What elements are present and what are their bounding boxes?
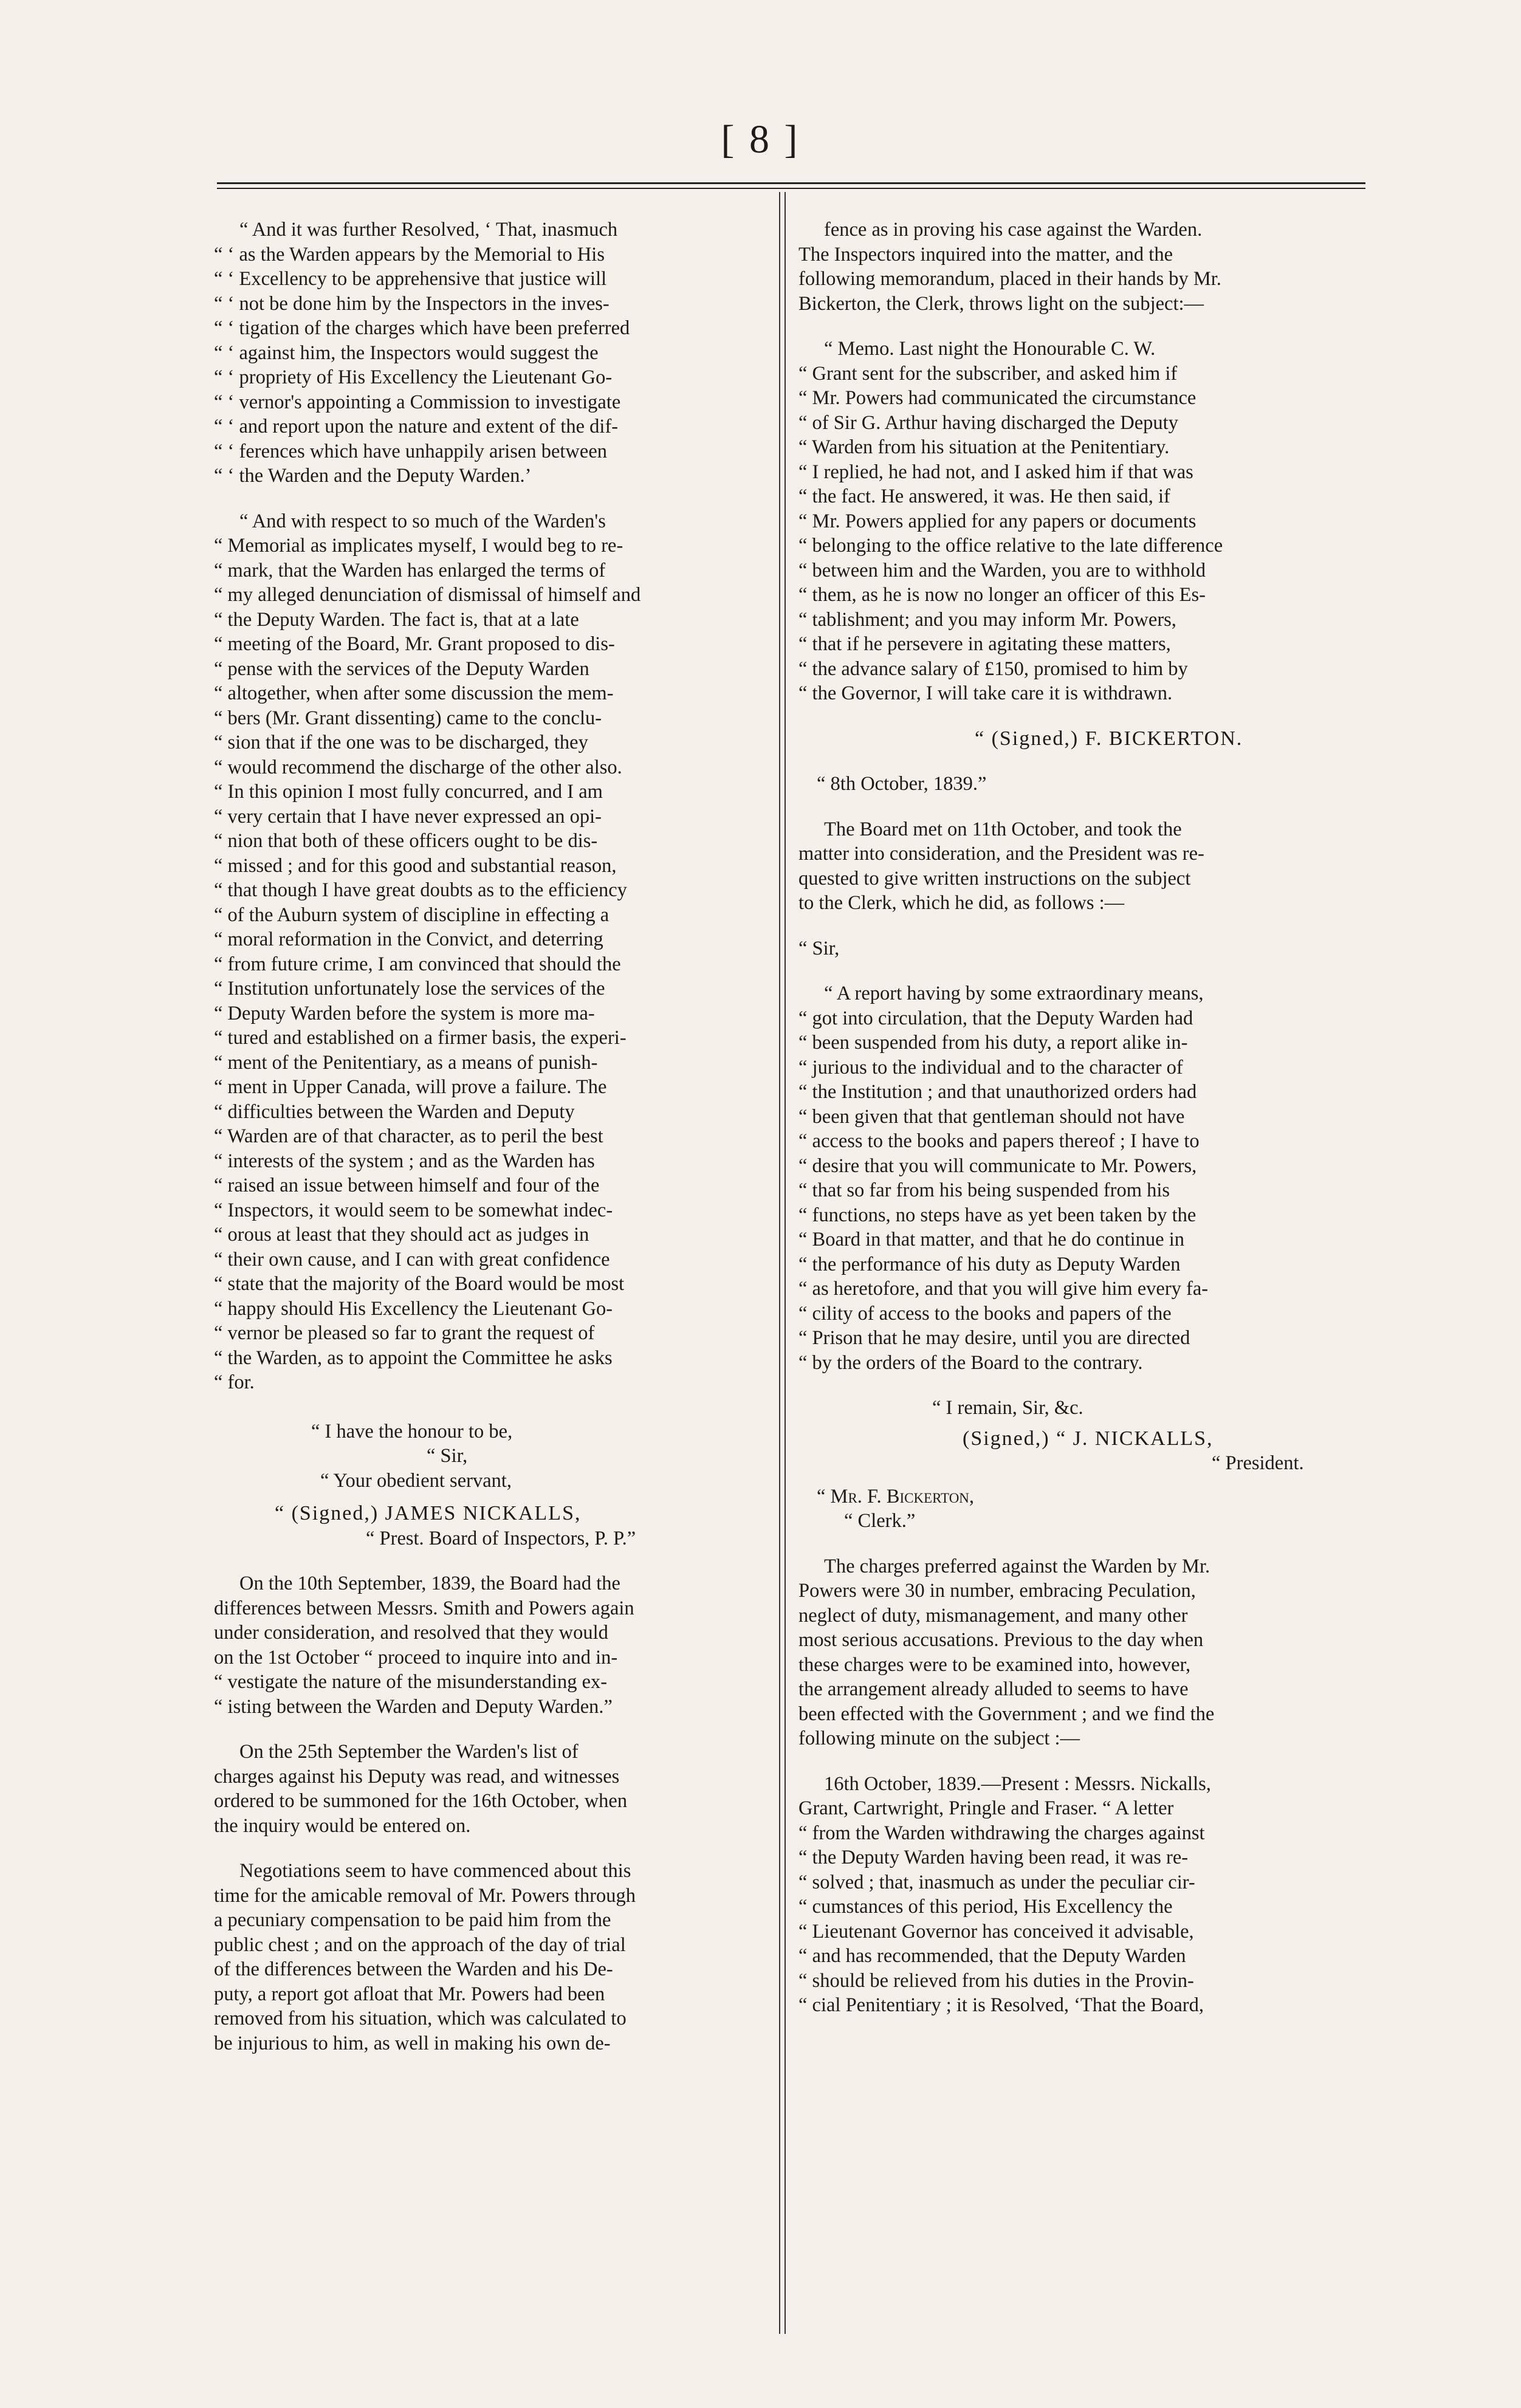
text-line: been effected with the Government ; and we find the (798, 1703, 1215, 1725)
text-line: “ Lieutenant Governor has conceived it advisable, (798, 1920, 1194, 1943)
text-line: “ Memo. Last night the Honourable C. W. (824, 338, 1156, 360)
column-divider (779, 192, 780, 2334)
text-line: “ of the Auburn system of discipline in effecting a (214, 904, 609, 926)
text-line: “ ‘ vernor's appointing a Commission to investigate (214, 391, 621, 413)
text-line: “ ment in Upper Canada, will prove a failure. The (214, 1076, 607, 1098)
text-line: “ ‘ ferences which have unhappily arisen between (214, 440, 608, 462)
text-line: “ the fact. He answered, it was. He then said, if (798, 485, 1170, 507)
text-line: quested to give written instructions on the subject (798, 867, 1191, 890)
text-line: “ Warden from his situation at the Penitentiary. (798, 436, 1170, 458)
text-line: “ the Governor, I will take care it is withdrawn. (798, 682, 1173, 704)
text-line: “ Prison that he may desire, until you are directed (798, 1327, 1190, 1349)
text-line: “ Inspectors, it would seem to be somewhat indec- (214, 1199, 613, 1221)
text-line: “ isting between the Warden and Deputy Warden.” (214, 1695, 613, 1718)
memo-date: “ 8th October, 1839.” (817, 773, 987, 795)
paragraph (798, 1772, 1348, 2018)
text-line: following memorandum, placed in their hands by Mr. (798, 268, 1221, 290)
text-line: most serious accusations. Previous to the day when (798, 1629, 1204, 1651)
text-line: “ I replied, he had not, and I asked him if that was (798, 461, 1193, 483)
text-line: “ cility of access to the books and papers of the (798, 1302, 1172, 1325)
text-line: Bickerton, the Clerk, throws light on the subject:— (798, 292, 1204, 315)
text-line: “ And it was further Resolved, ‘ That, inasmuch (239, 219, 618, 241)
text-line: “ ‘ and report upon the nature and extent of the dif- (214, 416, 619, 437)
text-line: fence as in proving his case against the Warden. (824, 219, 1203, 241)
text-line: “ for. (214, 1371, 255, 1393)
text-line: The Inspectors inquired into the matter, and the (798, 243, 1173, 266)
text-line: to the Clerk, which he did, as follows :— (798, 892, 1125, 914)
closing-line: “ Sir, (427, 1445, 468, 1467)
text-line: “ And with respect to so much of the Warden's (239, 510, 606, 532)
text-line: “ ‘ propriety of His Excellency the Lieutenant Go- (214, 366, 613, 388)
text-line: “ the Warden, as to appoint the Committee he asks (214, 1346, 613, 1369)
text-line: “ interests of the system ; and as the Warden has (214, 1150, 595, 1172)
signature-line: “ (Signed,) JAMES NICKALLS, (275, 1502, 582, 1525)
closing-line: “ I have the honour to be, (311, 1420, 513, 1442)
signature-title: “ President. (1212, 1452, 1304, 1474)
text-line: “ of Sir G. Arthur having discharged the Deputy (798, 411, 1178, 434)
text-line: “ ‘ tigation of the charges which have been preferred (214, 317, 630, 339)
text-line: “ Mr. Powers applied for any papers or documents (798, 510, 1197, 532)
text-line: “ ‘ against him, the Inspectors would suggest the (214, 341, 599, 364)
left-column (214, 218, 764, 2076)
text-line: “ Grant sent for the subscriber, and asked him if (798, 362, 1178, 385)
text-line: “ tablishment; and you may inform Mr. Powers, (798, 608, 1176, 631)
text-line: “ them, as he is now no longer an officer of this Es- (798, 584, 1206, 606)
text-line: “ orous at least that they should act as judges in (214, 1224, 589, 1246)
text-line: “ Board in that matter, and that he do continue in (798, 1229, 1184, 1250)
text-line: on the 1st October “ proceed to inquire into and in- (214, 1646, 618, 1669)
text-line: “ between him and the Warden, you are to withhold (798, 559, 1206, 581)
text-line: a pecuniary compensation to be paid him from the (214, 1909, 611, 1931)
text-line: “ pense with the services of the Deputy Warden (214, 657, 589, 680)
memo-signature: “ (Signed,) F. BICKERTON. (975, 727, 1243, 750)
text-line: 16th October, 1839.—Present : Messrs. Nickalls, (824, 1772, 1211, 1795)
closing-line: “ Your obedient servant, (320, 1469, 512, 1492)
header-rule (217, 182, 1365, 184)
text-line: “ nion that both of these officers ought to be dis- (214, 830, 598, 852)
text-line: On the 10th September, 1839, the Board had the (239, 1573, 620, 1594)
letter-body (798, 981, 1348, 1375)
text-line: “ solved ; that, inasmuch as under the peculiar cir- (798, 1871, 1195, 1893)
text-line: these charges were to be examined into, however, (798, 1653, 1191, 1676)
text-line: “ as heretofore, and that you will give him every fa- (798, 1278, 1209, 1300)
text-line: following minute on the subject :— (798, 1727, 1080, 1749)
text-line: “ ment of the Penitentiary, as a means of punish- (214, 1051, 598, 1074)
salutation: “ Sir, (798, 937, 840, 959)
text-line: Powers were 30 in number, embracing Peculation, (798, 1580, 1196, 1602)
text-line: neglect of duty, mismanagement, and many other (798, 1604, 1188, 1627)
text-line: “ ‘ Excellency to be apprehensive that justice will (214, 268, 607, 290)
text-line: “ the advance salary of £150, promised to him by (798, 657, 1188, 680)
text-line: “ mark, that the Warden has enlarged the terms of (214, 559, 606, 581)
text-line: “ would recommend the discharge of the other also. (214, 756, 622, 778)
text-line: “ that so far from his being suspended from his (798, 1179, 1170, 1201)
letter-closing (798, 1396, 1348, 1534)
text-line: “ difficulties between the Warden and Deputy (214, 1100, 575, 1123)
text-line: “ ‘ not be done him by the Inspectors in the inves- (214, 292, 609, 315)
text-line: “ sion that if the one was to be discharged, they (214, 732, 588, 753)
text-line: charges against his Deputy was read, and witnesses (214, 1765, 620, 1788)
text-line: “ jurious to the individual and to the character of (798, 1056, 1183, 1079)
text-line: “ Institution unfortunately lose the services of the (214, 978, 605, 1000)
paragraph (214, 509, 764, 1395)
text-line: “ altogether, when after some discussion the mem- (214, 682, 614, 704)
text-line: “ and has recommended, that the Deputy Warden (798, 1945, 1186, 1967)
paragraph (798, 218, 1348, 316)
memorandum (798, 337, 1348, 706)
text-line: ordered to be summoned for the 16th October, when (214, 1790, 628, 1812)
text-line: public chest ; and on the approach of the day of trial (214, 1933, 626, 1956)
text-line: “ the Deputy Warden having been read, it was re- (798, 1847, 1189, 1868)
text-line: “ got into circulation, that the Deputy Warden had (798, 1007, 1193, 1029)
paragraph (214, 1571, 764, 1719)
text-line: “ from future crime, I am convinced that should the (214, 953, 621, 975)
text-line: Grant, Cartwright, Pringle and Fraser. “ A letter (798, 1797, 1174, 1819)
text-line: matter into consideration, and the President was re- (798, 843, 1204, 865)
text-line: “ the performance of his duty as Deputy Warden (798, 1253, 1181, 1275)
paragraph (214, 1740, 764, 1838)
text-line: “ should be relieved from his duties in the Provin- (798, 1969, 1194, 1992)
text-line: “ moral reformation in the Convict, and deterring (214, 928, 603, 950)
address-line: “ Mr. F. Bickerton, (817, 1485, 975, 1508)
text-line: “ happy should His Excellency the Lieutenant Go- (214, 1297, 613, 1320)
text-line: “ state that the majority of the Board would be most (214, 1273, 625, 1295)
signature-title: “ Prest. Board of Inspectors, P. P.” (366, 1527, 636, 1549)
header-rule-thin (217, 188, 1365, 189)
text-line: the arrangement already alluded to seems to have (798, 1678, 1189, 1700)
text-line: “ meeting of the Board, Mr. Grant proposed to dis- (214, 633, 615, 655)
text-line: “ my alleged denunciation of dismissal of himself and (214, 584, 641, 606)
text-line: “ vestigate the nature of the misunderstanding ex- (214, 1671, 608, 1693)
column-divider (785, 192, 786, 2334)
text-line: “ that though I have great doubts as to the efficiency (214, 879, 627, 901)
text-line: Negotiations seem to have commenced about this (239, 1860, 631, 1882)
text-line: “ ‘ the Warden and the Deputy Warden.’ (214, 465, 532, 487)
closing-line: “ I remain, Sir, &c. (932, 1397, 1083, 1419)
text-line: “ been given that that gentleman should not have (798, 1105, 1185, 1128)
text-line: “ from the Warden withdrawing the charges against (798, 1822, 1205, 1844)
text-line: of the differences between the Warden and his De- (214, 1958, 613, 1980)
text-line: “ been suspended from his duty, a report alike in- (798, 1032, 1188, 1054)
text-line: under consideration, and resolved that they would (214, 1622, 608, 1644)
letter-closing (214, 1419, 764, 1551)
text-line: time for the amicable removal of Mr. Powers through (214, 1884, 636, 1907)
text-line: puty, a report got afloat that Mr. Powers had been (214, 1983, 605, 2005)
text-line: The Board met on 11th October, and took the (824, 818, 1182, 840)
text-line: the inquiry would be entered on. (214, 1814, 471, 1837)
text-line: “ A report having by some extraordinary means, (824, 983, 1204, 1004)
paragraph (214, 218, 764, 489)
text-line: “ belonging to the office relative to the late difference (798, 535, 1223, 557)
text-line: “ vernor be pleased so far to grant the request of (214, 1322, 595, 1344)
text-line: “ tured and established on a firmer basis, the experi- (214, 1027, 627, 1049)
text-line: be injurious to him, as well in making his own de- (214, 2032, 611, 2054)
paragraph (798, 817, 1348, 916)
text-line: “ Deputy Warden before the system is more ma- (214, 1002, 595, 1024)
text-line: “ the Deputy Warden. The fact is, that at a late (214, 608, 579, 631)
signature-line: (Signed,) “ J. NICKALLS, (963, 1427, 1214, 1450)
address-line: “ Clerk.” (844, 1510, 916, 1532)
text-line: “ that if he persevere in agitating these matters, (798, 633, 1171, 655)
text-line: differences between Messrs. Smith and Powers again (214, 1597, 634, 1619)
text-line: removed from his situation, which was calculated to (214, 2008, 627, 2029)
text-line: “ very certain that I have never expressed an opi- (214, 805, 602, 828)
text-line: “ bers (Mr. Grant dissenting) came to the conclu- (214, 707, 602, 729)
text-line: “ the Institution ; and that unauthorized orders had (798, 1081, 1197, 1103)
text-line: “ their own cause, and I can with great confidence (214, 1248, 610, 1271)
right-column (798, 218, 1348, 2039)
text-line: “ Mr. Powers had communicated the circumstance (798, 387, 1197, 409)
text-line: “ access to the books and papers thereof ; I have to (798, 1130, 1200, 1152)
paragraph (798, 1554, 1348, 1751)
text-line: “ cumstances of this period, His Excellency the (798, 1896, 1173, 1918)
text-line: The charges preferred against the Warden by Mr. (824, 1555, 1210, 1577)
text-line: On the 25th September the Warden's list of (239, 1741, 579, 1763)
text-line: “ raised an issue between himself and four of the (214, 1175, 600, 1196)
text-line: “ functions, no steps have as yet been taken by the (798, 1204, 1197, 1226)
text-line: “ In this opinion I most fully concurred, and I am (214, 781, 603, 803)
page-number: [ 8 ] (721, 117, 800, 162)
text-line: “ by the orders of the Board to the contrary. (798, 1351, 1143, 1374)
text-line: “ Memorial as implicates myself, I would beg to re- (214, 535, 623, 557)
text-line: “ Warden are of that character, as to peril the best (214, 1125, 603, 1147)
paragraph (214, 1859, 764, 2056)
text-line: “ ‘ as the Warden appears by the Memorial to His (214, 243, 605, 266)
text-line: “ desire that you will communicate to Mr. Powers, (798, 1154, 1197, 1177)
text-line: “ cial Penitentiary ; it is Resolved, ‘That the Board, (798, 1994, 1204, 2016)
text-line: “ missed ; and for this good and substantial reason, (214, 854, 617, 877)
